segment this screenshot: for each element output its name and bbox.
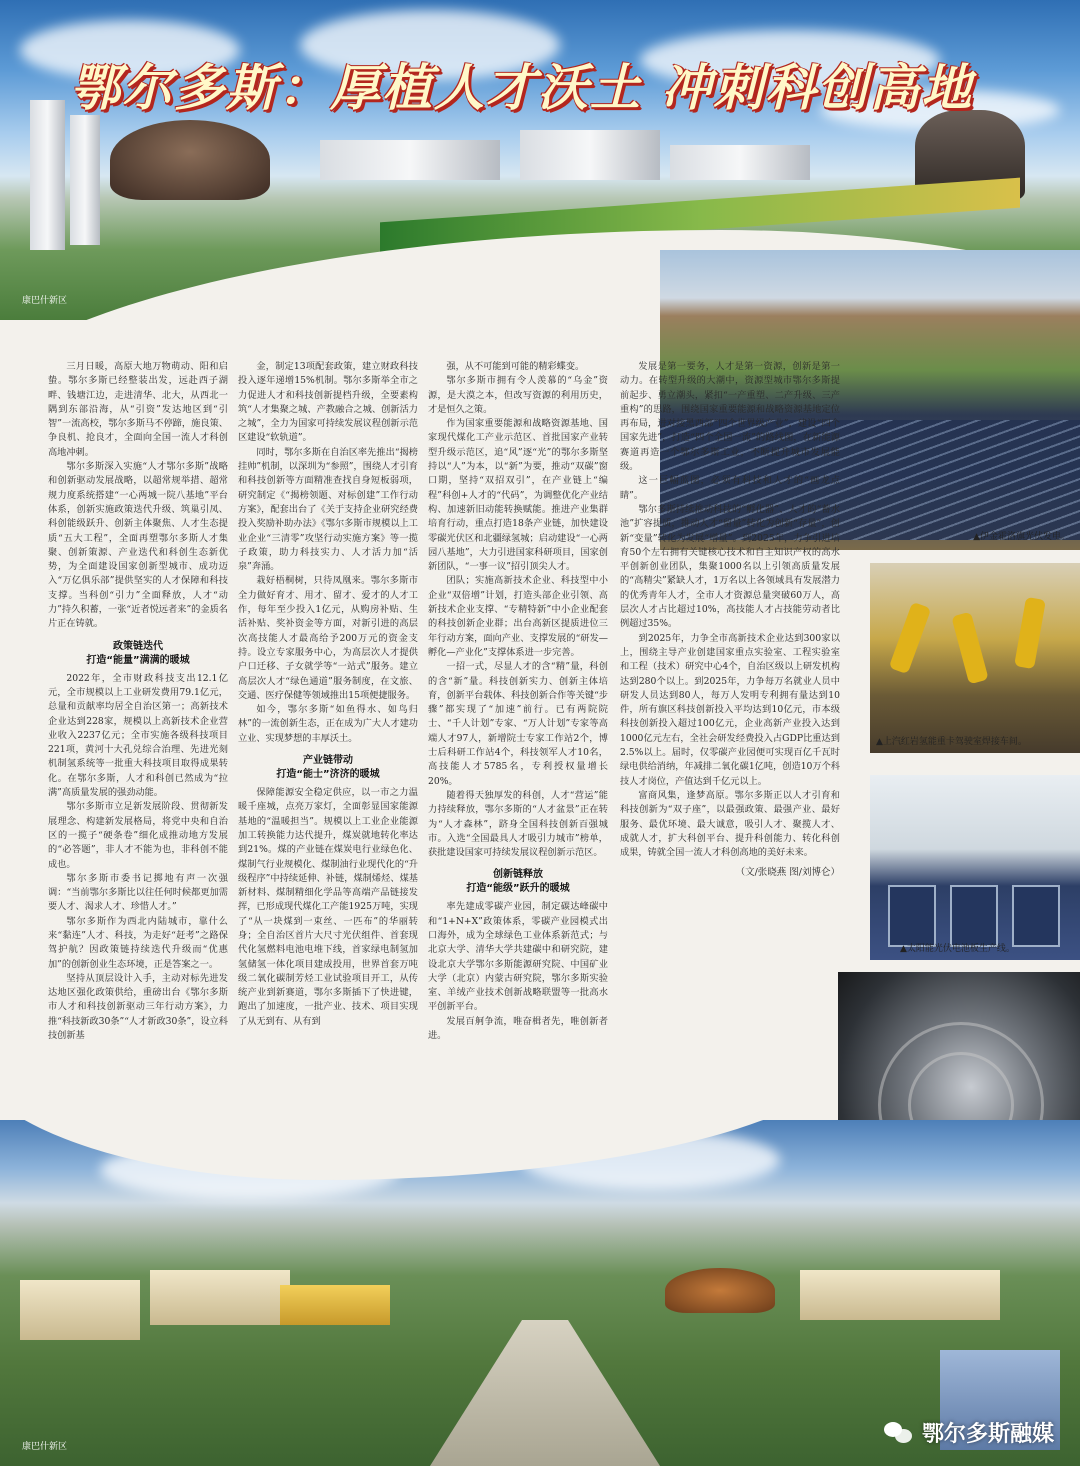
- paragraph: 这一巨幅蓝图，必须有科技和人才的“画龙点睛”。: [620, 475, 840, 501]
- caption-solar-farm: ▲伊金霍洛旗光伏发电。: [973, 532, 1070, 542]
- paragraph: 富商风集，逢梦高原。鄂尔多斯正以人才引育和科技创新为“双子座”，以最强政策、最强产业、最好服务、最优环境、最大诚意，吸引人才、聚揽人才、成就人才，扩大科创平台、提升科创能力、转化科创成果，铸就全国一流人才科创高地的美好未来。: [620, 789, 840, 859]
- paragraph: 鄂尔多斯市委书记掷地有声一次强调：“当前鄂尔多斯比以往任何时候都更加需要人才、渴求人才、珍惜人才。”: [48, 872, 228, 913]
- article-body: [48, 360, 840, 1080]
- photo-credit-bottom: 康巴什新区: [22, 1442, 68, 1452]
- paragraph: 金，制定13项配套政策，建立财政科技投入逐年递增15%机制。鄂尔多斯举全市之力促进人才和科技创新提档升级，全要素构筑“人才集聚之城、产教融合之城、创新活力之城”，全力为国家可持续发展议程创新示范区建设“软轨道”。: [238, 361, 418, 444]
- account-name: 鄂尔多斯融媒: [921, 1422, 1054, 1447]
- article-column-3: [428, 360, 608, 1043]
- photo-welding-workshop: [870, 563, 1080, 753]
- paragraph: 强，从不可能到可能的精彩蝶变。: [446, 361, 585, 372]
- paragraph: 鄂尔多斯市立足新发展阶段、贯彻新发展理念、构建新发展格局，将党中央和自治区的一揽子“硬条卷”细化成推动地方发展的“必答题”，非人才不能为也，非科创不能成也。: [48, 801, 228, 870]
- page-headline: 鄂尔多斯：厚植人才沃土 冲刺科创高地: [70, 59, 974, 117]
- theatre-dome: [665, 1268, 775, 1313]
- paragraph: 发展百舸争流，唯奋楫者先，唯创新者进。: [428, 1015, 608, 1042]
- bottom-city-panorama: [0, 1120, 1080, 1466]
- paragraph: 团队；实施高新技术企业、科技型中小企业“双倍增”计划，打造头部企业引领、高新技术企业支撑、“专精特新”中小企业配套的科技创新企业群；出台高新区提质进位三年行动方案，面向产业、支撑发展的“研发—孵化—产业化”支撑体系进一步完善。: [428, 575, 608, 658]
- caption-welding-workshop: ▲上汽红岩氢能重卡驾驶室焊接车间。: [876, 737, 1027, 747]
- section-heading: 产业链带动 打造“能士”济济的暖城: [276, 755, 380, 781]
- account-watermark: [884, 1417, 1054, 1448]
- paragraph: 作为国家重要能源和战略资源基地、国家现代煤化工产业示范区、首批国家产业转型升级示范区，追“风”逐“光”的鄂尔多斯坚持以“人”为本，以“新”为要，推动“双碳”窗口期，坚持“双招双引”，在产业链上“编程”科创+人才的“代码”，为调整优化产业结构、加速新旧动能转换赋能。推进产业集群培育行动，重点打造18条产业链，加快建设零碳光伏区和北疆绿氢城；启动建设“一心两园八基地”，大力引进国家科研项目，国家创新团队，“一事一议”招引顶尖人才。: [428, 418, 608, 573]
- paragraph: 2022年，全市财政科技支出12.1亿元，全市规模以上工业研发费用79.1亿元，总量和贡献率均居全自治区第一；高新技术企业达到228家，规模以上高新技术企业营业收入2237亿元；全市实施各级科技项目221项，黄河十大孔兑综合治理、先进光刻机制氢系统等一批重大科技项目取得成果转化。在鄂尔多斯，人才和科创已然成为“拉满”高质量发展的强劲动能。: [48, 672, 228, 799]
- photo-credit-top: 康巴什新区: [22, 296, 68, 306]
- paragraph: 三月日暖，高原大地万物萌动、阳和启蛰。鄂尔多斯已经整装出发，远赴西子湖畔、钱塘江边，走进清华、北大，从西北一隅到东部沿海，从“引资”发达地区到“引智”一流高校，鄂尔多斯马不停蹄，施良策、争良机、抢良才，全面向全国一流人才科创高地冲刺。: [48, 361, 228, 458]
- photo-solar-panel-line: [870, 775, 1080, 960]
- paragraph: 到2025年，力争全市高新技术企业达到300家以上，围绕主导产业创建国家重点实验室、工程实验室和工程（技术）研究中心4个，自治区级以上研发机构达到280个以上。到2025年，力争每万名就业人员中研发人员达到80人，每万人发明专利拥有量达到10件，所有旗区科技创新投入平均达到10亿元，市本级科技创新投入超过100亿元，企业高新产业投入达到1000亿元左右，全社会研发经费投入占GDP比重达到2.5%以上。届时，仅零碳产业园便可实现百亿千瓦时绿电供给消纳，年减排二氧化碳1亿吨，创造10万个科技人才岗位，产值达到千亿元以上。: [620, 632, 840, 787]
- paragraph: 发展是第一要务，人才是第一资源，创新是第一动力。在转型升级的大潮中，资源型城市鄂尔多斯提前起步、勇立潮头，紧扣“一产重塑、二产升级、三产重构”的思路，围绕国家重要能源和战略资源基地定位再布局，进对接黑西部“四个世界级产业”，建设“四个国家先进”，打造“四个全国一流”的路线图，在新能源赛道再造一个鄂尔多斯工业，不断提升城市发展能级。: [620, 361, 840, 473]
- article-column-4: [620, 360, 840, 881]
- paragraph: 一招一式，尽显人才的含“精”量，科创的含“新”量。科技创新实力、创新主体培育，创新平台载体、科技创新合作等关键“步骤”都实现了“加速”前行。已有两院院士、“千人计划”专家、“万人计划”专家等高端人才97人，新增院士专家工作站2个，博士后科研工作站4个，科技领军人才10名，高技能人才5785名，专利授权量增长20%。: [428, 661, 608, 787]
- paragraph: 栽好梧桐树，只待凤凰来。鄂尔多斯市全力做好育才、用才、留才、爱才的人才工作，每年至少投入1亿元，从购房补贴、生活补贴、奖补资金等方面，对新引进的高层次高技能人才最高给予200万元的资金支持。设立专家服务中心，为高层次人才提供户口迁移、子女就学等“一站式”服务。建立高层次人才“绿色通道”服务制度，在文旅、交通、医疗保健等领域推出15项便捷服务。: [238, 575, 418, 701]
- article-column-2: [238, 360, 418, 1029]
- byline: （文/张晓燕 图/刘博仑）: [735, 867, 840, 879]
- caption-solar-panel-line: ▲太阳能光伏电池板生产线。: [900, 944, 1015, 954]
- paragraph: 如今，鄂尔多斯“如鱼得水、如鸟归林”的一流创新生态，正在成为广大人才建功立业、实现梦想的丰厚沃土。: [238, 704, 418, 744]
- stadium-building: [110, 120, 270, 200]
- paragraph: 随着得天独厚发的科创，人才“营运”能力持续释放，鄂尔多斯的“人才盆景”正在转为“人才森林”，跻身全国科技创新百强城市。入选“全国最具人才吸引力城市”榜单，获批建设国家可持续发展议程创新示范区。: [428, 789, 608, 859]
- paragraph: 鄂尔多斯作为西北内陆城市，靠什么来“黏连”人才、科技，为走好“赶考”之路保驾护航？因政策链持续迭代升级而“优惠加”的创新创业生态环境，正是答案之一。: [48, 915, 228, 970]
- paragraph: 保障能源安全稳定供应，以一市之力温暖千座城，点亮万家灯，全面彰显国家能源基地的“温暖担当”。规模以上工业企业能源加工转换能力达代提升，煤炭就地转化率达到21%。煤的产业链在煤炭电行业绿色化、煤制气行业规模化、煤制油行业现代化的“升级程序”中持续延伸、补链，煤制烯烃、煤基新材料、煤制精细化学品等高端产品链接发挥，已形成现代煤化工产能1925万吨，实现了“从一块煤到一束丝、一匹布”的华丽转身；全自治区首片大尺寸光伏组件、首套现代化氢燃料电池电堆下线，首家绿电制氢加氢储氢一体化项目建成投用，世界首套万吨级二氧化碳制芳烃工业试验项目开工，从传统产业到新赛道，鄂尔多斯插下了快进键，跑出了加速度，一批产业、技术、项目实现了从无到有、从有到: [238, 787, 418, 1027]
- paragraph: 率先建成零碳产业园，制定碳达峰碳中和“1+N+X”政策体系，零碳产业园模式出口海外，成为全球绿色工业体系新范式；与北京大学、清华大学共建碳中和研究院，建设北京大学鄂尔多斯能源研究院、中国矿业大学（北京）内蒙古研究院，鄂尔多斯实验室、羊绒产业技术创新战略联盟等一批高水平创新平台。: [428, 901, 608, 1013]
- section-heading: 创新链释放 打造“能级”跃升的暖城: [466, 869, 570, 895]
- paragraph: 同时，鄂尔多斯在自治区率先推出“揭榜挂帅”机制，以深圳为“参照”，围绕人才引育和科技创新等方面精准查找自身短板弱项，研究制定《“揭榜领题、对标创建”工作行动方案》，配套出台了《关于支持企业研究经费投入奖励补助办法》《鄂尔多斯市规模以上工业企业“三清零”攻坚行动实施方案》等一揽子政策，助力科技实力、人才活力加“活泉”奔涌。: [238, 446, 418, 573]
- section-heading: 政策链迭代 打造“能量”满满的暖城: [86, 640, 190, 666]
- central-plaza: [430, 1320, 660, 1466]
- paragraph: 鄂尔多斯深入实施“人才鄂尔多斯”战略和创新驱动发展战略，以超常规举措、超常规力度系统搭建“一心两城一院八基地”平台体系，创新实施政策迭代升级、筑巢引凤、科创能级跃升、创新主体聚焦、人才生态提质“五大工程”，全面再塑鄂尔多斯人才集聚、创新策源、产业迭代和科创生态新优势，为全面建设国家创新型城市、成功迈入“万亿俱乐部”提供坚实的人才保障和科技支撑。当科创“引力”全面释放，人才“动力”持久积蓄，一张“近者悦远者来”的金质名片正在铸就。: [48, 461, 228, 630]
- paragraph: 鄂尔多斯市拥有令人羡慕的“乌金”资源，是大漠之本，但改写资源的利用历史，才是恒久之策。: [428, 375, 608, 415]
- paragraph: 坚持从顶层设计入手，主动对标先进发达地区强化政策供给，重磅出台《鄂尔多斯市人才和科技创新驱动三年行动方案》，力推“科技新政30条”“人才新政30条”，设立科技创新基: [48, 972, 228, 1042]
- article-column-1: [48, 360, 228, 1043]
- paragraph: 鄂尔多斯持续推动科技的“孵化器”、人才的“蓄水池”扩容提质，推动人才“留量”转化为创新“存量”，创新“变量”转化为发展“增量”。到2025年，力争引进培育50个左右拥有关键核心技术和自主知识产权的高水平创新创业团队，集聚1000名以上引领高质量发展的“高精尖”紧缺人才，1万名以上各领域具有发展潜力的优秀青年人才，全市人才资源总量突破60万人，高层次人才占比超过10%，高技能人才占技能劳动者比例超过35%。: [620, 503, 840, 630]
- wechat-icon: [884, 1420, 914, 1446]
